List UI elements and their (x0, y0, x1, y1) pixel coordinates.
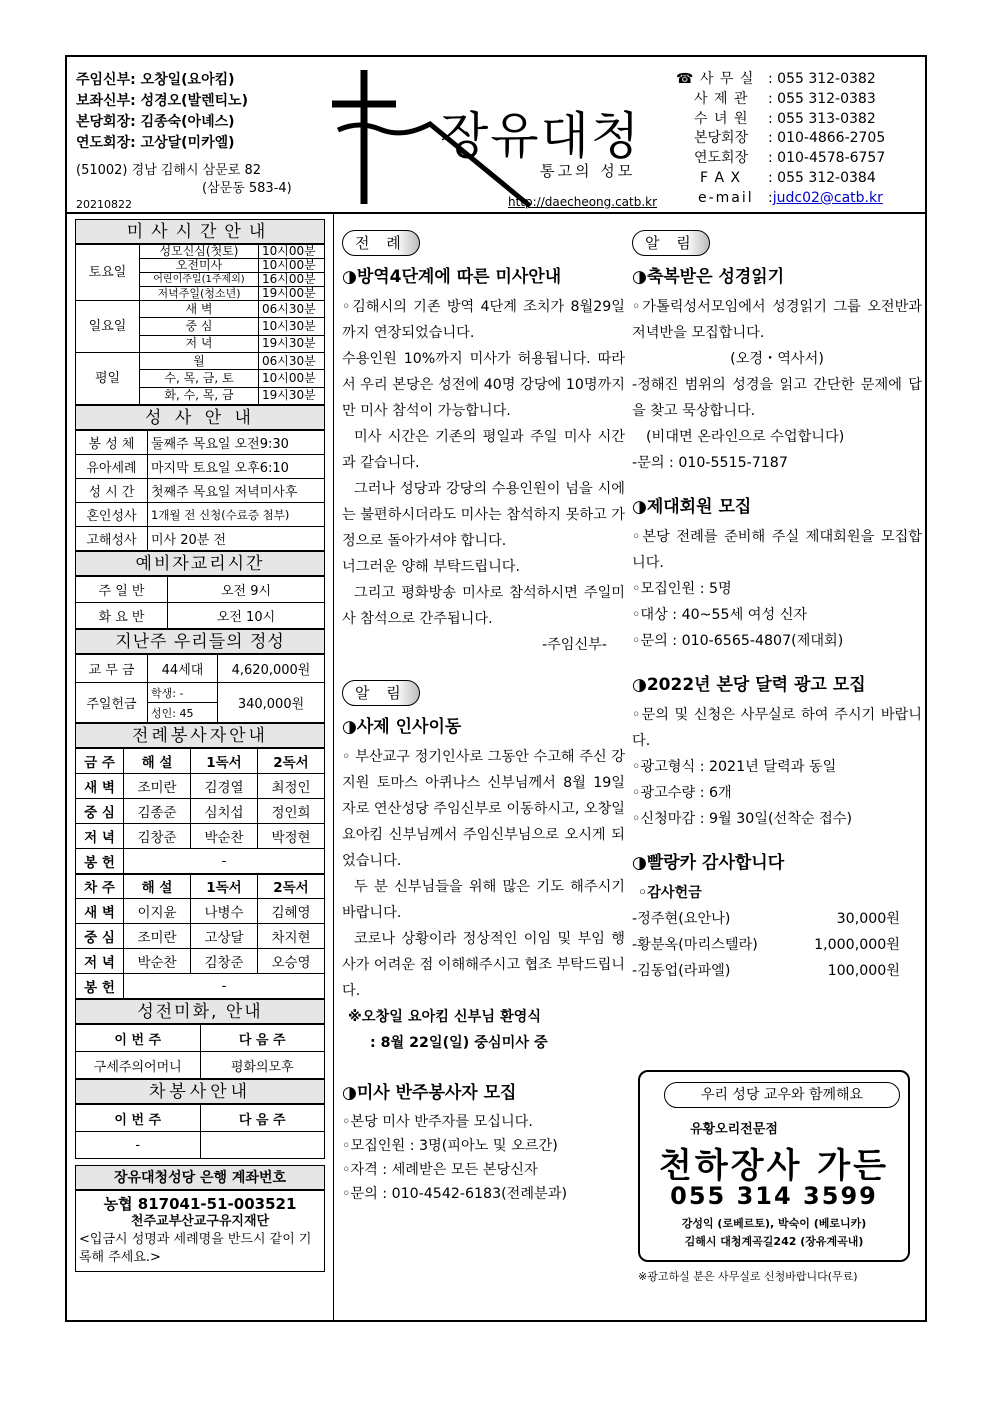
flower-title: 성전미화, 안내 (75, 999, 325, 1024)
flower-table: 이 번 주 다 음 주 구세주의어머니 평화의모후 (75, 1024, 325, 1079)
ad-owners: 강성익 (로베르토), 박숙이 (베로니카) (681, 1217, 867, 1230)
list-item: ◦본당 전례를 준비해 주실 제대회원을 모집합니다. (632, 529, 922, 571)
liturgy-tag: 전 례 (342, 230, 420, 256)
quarantine-heading: ◑방역4단계에 따른 미사안내 (342, 267, 562, 287)
ad-address: 김해시 대청계곡길242 (장유계곡내) (684, 1235, 864, 1248)
catechism-title: 예비자교리시간 (75, 551, 325, 576)
staff-yeondo: 연도회장: 고상달(미카엘) (76, 135, 235, 151)
contact-row: 본당회장 : 010-4866-2705 (694, 130, 886, 147)
list-item: ◦신청마감 : 9월 30일(선착순 접수) (632, 811, 853, 827)
donor-row: -김동업(라파엘) 100,000원 (632, 963, 900, 979)
offering-table: 교 무 금 44세대 4,620,000원 주일헌금 학생: - 340,000원 성인: 45 (75, 654, 325, 723)
ad-name: 천하장사 가든 (659, 1146, 889, 1186)
contact-row: 수 녀 원 : 055 313-0382 (694, 110, 876, 127)
sacrament-table: 봉 성 체 둘째주 목요일 오전9:30 유아세례 마지막 토요일 오후6:10 성 시 간 첫째주 목요일 저녁미사후 혼인성사 1개월 전 신청(수료증 첨부) 고해성사 미사 20분 전 (75, 430, 325, 551)
mass-times-title: 미사시간안내 (75, 219, 325, 244)
right-column: 알 림 ◑축복받은 성경읽기 ◦가톨릭성서모임에서 성경읽기 그룹 오전반과 저녁반을 모집합니다. (오경・역사서) -정해진 범위의 성경을 읽고 간단한 문제에 답을 찾고 묵상합니다. (비대면 온라인으로 수업합니다) -문의 : 010-5515-7187 ◑제대회원 모집 ◦본당 전례를 준비해 주실 제대회원을 모집합니다. ◦모집인원 : 5명 ◦대상 : 40~55세 여성 신자 ◦문의 : 010-6565-4807(제대회) ◑2022년 본당 달력 광고 모집 ◦문의 및 신청은 사무실로 하여 주시기 바랍니다. ◦광고형식 : 2021년 달력과 동일 ◦광고수량 : 6개 ◦신청마감 : 9월 30일(선착순 접수) ◑빨랑카 감사합니다 ◦감사헌금 -정주현(요안나) 30,000원 -황분옥(마리스텔라) 1,000,000원 -김동업(라파엘) 100,000원 (632, 230, 922, 984)
newsletter-title: 장유대청 (440, 107, 642, 165)
issue-date: 20210822 (76, 198, 132, 211)
contact-row: 연도회장 : 010-4578-6757 (694, 150, 886, 167)
donor-row: -황분옥(마리스텔라) 1,000,000원 (632, 937, 900, 953)
calendar-heading: ◑2022년 본당 달력 광고 모집 (632, 675, 866, 695)
offering-title: 지난주 우리들의 정성 (75, 629, 325, 654)
list-item: ◦문의 : 010-6565-4807(제대회) (632, 633, 844, 649)
mass-times-table: 토요일 성모신심(첫토) 10시00분 오전미사 10시00분 어린이주일(1주제외) 16시00분 저녁주일(청소년) 19시00분 일요일 새 벽 06시30분 중 심 10시30분 저 녁 19시30분 평일 월 06시30분 수, 목, 금, 토 10시00분 화, 수, 목, 금 19시30분 (75, 244, 325, 405)
accompanist-heading: ◑미사 반주봉사자 모집 (342, 1083, 517, 1103)
middle-column: 전 례 ◑방역4단계에 따른 미사안내 ◦김해시의 기존 방역 4단계 조치가 8월29일까지 연장되었습니다. 수용인원 10%까지 미사가 허용됩니다. 따라서 우리 본당은 성전에 40명 강당에 10명까지만 미사 참석이 가능합니다. 미사 시간은 기존의 평일과 주일 미사 시간과 같습니다. 그러나 성당과 강당의 수용인원이 넘을 시에는 불편하시더라도 미사는 참석하지 못하고 가정으로 돌아가셔야 합니다. 너그러운 양해 부탁드립니다. 그리고 평화방송 미사로 참석하시면 주일미사 참석으로 간주됩니다. -주임신부- 알 림 ◑사제 인사이동 ◦ 부산교구 정기인사로 그동안 수고해 주신 강지원 토마스 아퀴나스 신부님께서 8월 19일 자로 연산성당 주임신부로 이동하시고, 오창일 요아킴 신부님께서 주임신부님으로 오시게 되었습니다. 두 분 신부님들을 위해 많은 기도 해주시기 바랍니다. 코로나 상황이라 정상적인 이임 및 부임 행사가 어려운 점 이해해주시고 협조 부탁드립니다. ※오창일 요아킴 신부님 환영식 : 8월 22일(일) 중심미사 중 ◑미사 반주봉사자 모집 ◦본당 미사 반주자를 모십니다. ◦모집인원 : 3명(피아노 및 오르간) ◦자격 : 세례받은 모든 본당신자 ◦문의 : 010-4542-6183(전례분과) (342, 230, 625, 1206)
list-item: ◦문의 : 010-4542-6183(전례분과) (342, 1186, 567, 1202)
contact-list (676, 70, 885, 209)
bible-heading: ◑축복받은 성경읽기 (632, 267, 785, 287)
email-link[interactable]: judc02@catb.kr (772, 189, 883, 206)
list-item: ◦본당 미사 반주자를 모십니다. (342, 1114, 533, 1130)
staff-pastor: 주임신부: 오창일(요아킴) (76, 72, 235, 88)
newsletter-subtitle: 통고의 성모 (540, 162, 636, 180)
column-divider (333, 214, 334, 1320)
sacrament-title: 성 사 안 내 (75, 405, 325, 430)
address: (51002) 경남 김해시 삼문로 82 (삼문동 583-4) (76, 163, 292, 196)
altar-heading: ◑제대회원 모집 (632, 497, 752, 517)
contact-row: e-mail : judc02@catb.kr (676, 189, 885, 209)
bank-title: 장유대청성당 은행 계좌번호 (75, 1165, 325, 1190)
list-item: ◦모집인원 : 5명 (632, 581, 732, 597)
servers-table: 금 주 해 설 1독서 2독서 새 벽 조미란 김경열 최정인 중 심 김종준 심치섭 정인희 저 녁 김창준 박순찬 박정현 봉 헌 - 차 주 해 설 1독서 2독서 새 벽 이지윤 나병수 김혜영 중 심 조미란 고상달 차지현 저 녁 박순찬 김창준 오승영 봉 헌 - (75, 748, 325, 999)
transfer-heading: ◑사제 인사이동 (342, 717, 462, 737)
restaurant-ad (638, 1070, 910, 1262)
left-column (75, 219, 325, 1272)
ad-banner: 우리 성당 교우와 함께해요 (664, 1082, 900, 1108)
list-item: ◦모집인원 : 3명(피아노 및 오르간) (342, 1138, 558, 1154)
staff-assistant: 보좌신부: 성경오(발렌티노) (76, 93, 249, 109)
palanca-heading: ◑빨랑카 감사합니다 (632, 853, 785, 873)
signature: -주임신부- (541, 637, 607, 653)
list-item: ◦광고형식 : 2021년 달력과 동일 (632, 759, 837, 775)
ad-category: 유황오리전문점 (690, 1122, 778, 1137)
list-item: ◦자격 : 세례받은 모든 본당신자 (342, 1162, 538, 1178)
ad-note: ※광고하실 분은 사무실로 신청바랍니다(무료) (638, 1270, 858, 1283)
bank-info: 농협 817041-51-003521 천주교부산교구유지재단 <입금시 성명과 세례명을 반드시 같이 기록해 주세요.> (75, 1190, 325, 1272)
website-link[interactable]: http://daecheong.catb.kr (508, 195, 658, 209)
list-item: ◦대상 : 40~55세 여성 신자 (632, 607, 808, 623)
staff-chairman: 본당회장: 김종숙(아녜스) (76, 114, 235, 130)
donor-row: -정주현(요안나) 30,000원 (632, 911, 900, 927)
header-divider (67, 212, 925, 214)
catechism-table: 주 일 반 오전 9시 화 요 반 오전 10시 (75, 576, 325, 629)
contact-row: ☎ 사 무 실 : 055 312-0382 (676, 71, 876, 87)
contact-row: 사 제 관 : 055 312-0383 (694, 90, 876, 107)
notice-tag: 알 림 (342, 680, 420, 706)
staff-list (76, 70, 248, 154)
tea-table: 이 번 주 다 음 주 - (75, 1104, 325, 1159)
notice-tag: 알 림 (632, 230, 710, 256)
contact-row: F A X : 055 312-0384 (700, 169, 876, 186)
servers-title: 전례봉사자안내 (75, 723, 325, 748)
list-item: ◦광고수량 : 6개 (632, 785, 732, 801)
ad-phone: 055 314 3599 (670, 1182, 878, 1210)
tea-title: 차봉사안내 (75, 1079, 325, 1104)
list-item: ◦문의 및 신청은 사무실로 하여 주시기 바랍니다. (632, 707, 922, 749)
